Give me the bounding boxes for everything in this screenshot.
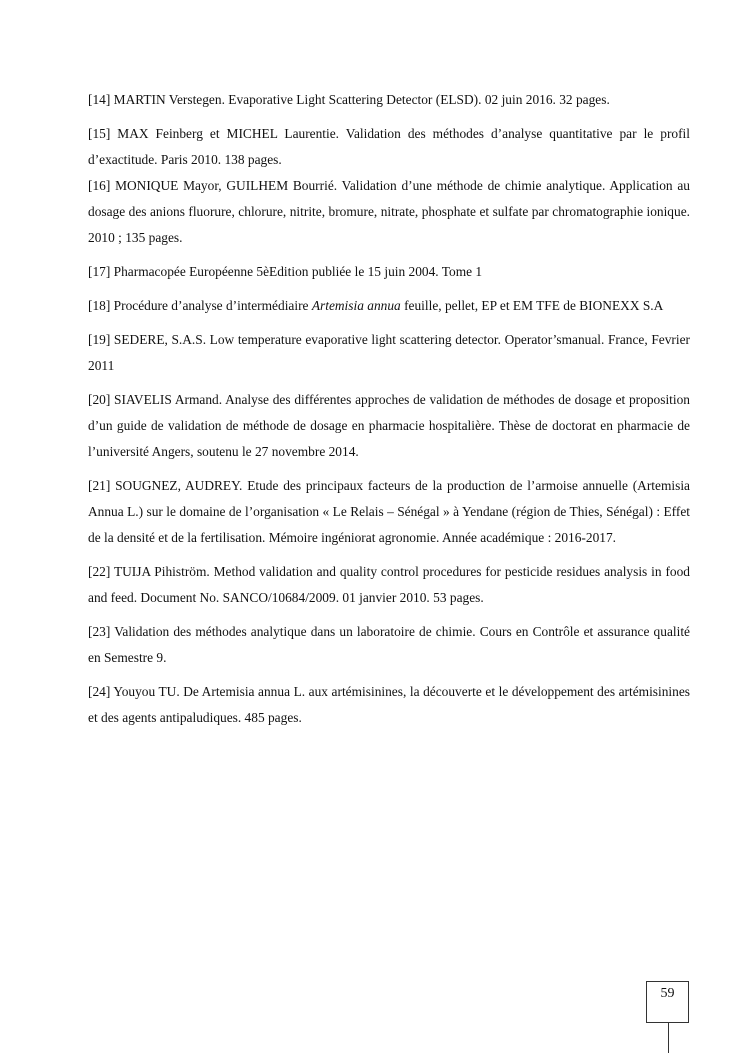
reference-18-lead: [18] Procédure d’analyse d’intermédiaire bbox=[88, 298, 312, 313]
page-number: 59 bbox=[646, 981, 689, 1023]
page-number-rule bbox=[668, 1023, 669, 1053]
reference-16: [16] MONIQUE Mayor, GUILHEM Bourrié. Validation d’une méthode de chimie analytique. Application au dosage des anions fluorure, chlorure, nitrite, bromure, nitrate, phosphate et sulfate par chromatographie ionique. 2010 ; 135 pages. bbox=[88, 178, 690, 245]
reference-18 bbox=[88, 293, 690, 319]
reference-18-species: Artemisia annua bbox=[311, 298, 401, 313]
reference-18-tail: feuille, pellet, EP et EM TFE de BIONEXX S.A bbox=[400, 298, 664, 313]
reference-20: [20] SIAVELIS Armand. Analyse des différentes approches de validation de méthodes de dosage et proposition d’un guide de validation de méthode de dosage en pharmacie hospitalière. Thèse de doctorat en pharmacie de l’université Angers, soutenu le 27 novembre 2014. bbox=[88, 392, 690, 459]
reference-21: [21] SOUGNEZ, AUDREY. Etude des principaux facteurs de la production de l’armoise annuelle (Artemisia Annua L.) sur le domaine de l’organisation « Le Relais – Sénégal » à Yendane (région de Thies, Sénégal) : Effet de la densité et de la fertilisation. Mémoire ingéniorat agronomie. Année académique : 2016-2017. bbox=[88, 478, 690, 545]
reference-22: [22] TUIJA Pihiström. Method validation and quality control procedures for pesticide residues analysis in food and feed. Document No. SANCO/10684/2009. 01 janvier 2010. 53 pages. bbox=[88, 564, 690, 605]
reference-15: [15] MAX Feinberg et MICHEL Laurentie. Validation des méthodes d’analyse quantitative par le profil d’exactitude. Paris 2010. 138 pages. bbox=[88, 126, 690, 167]
reference-14: [14] MARTIN Verstegen. Evaporative Light Scattering Detector (ELSD). 02 juin 2016. 32 pages. bbox=[88, 92, 610, 107]
reference-24: [24] Youyou TU. De Artemisia annua L. aux artémisinines, la découverte et le développement des artémisinines et des agents antipaludiques. 485 pages. bbox=[88, 684, 690, 725]
references-section bbox=[88, 87, 690, 739]
reference-19: [19] SEDERE, S.A.S. Low temperature evaporative light scattering detector. Operator’smanual. France, Fevrier 2011 bbox=[88, 332, 690, 373]
reference-17: [17] Pharmacopée Européenne 5èEdition publiée le 15 juin 2004. Tome 1 bbox=[88, 264, 483, 279]
reference-23: [23] Validation des méthodes analytique dans un laboratoire de chimie. Cours en Contrôle et assurance qualité en Semestre 9. bbox=[88, 624, 690, 665]
